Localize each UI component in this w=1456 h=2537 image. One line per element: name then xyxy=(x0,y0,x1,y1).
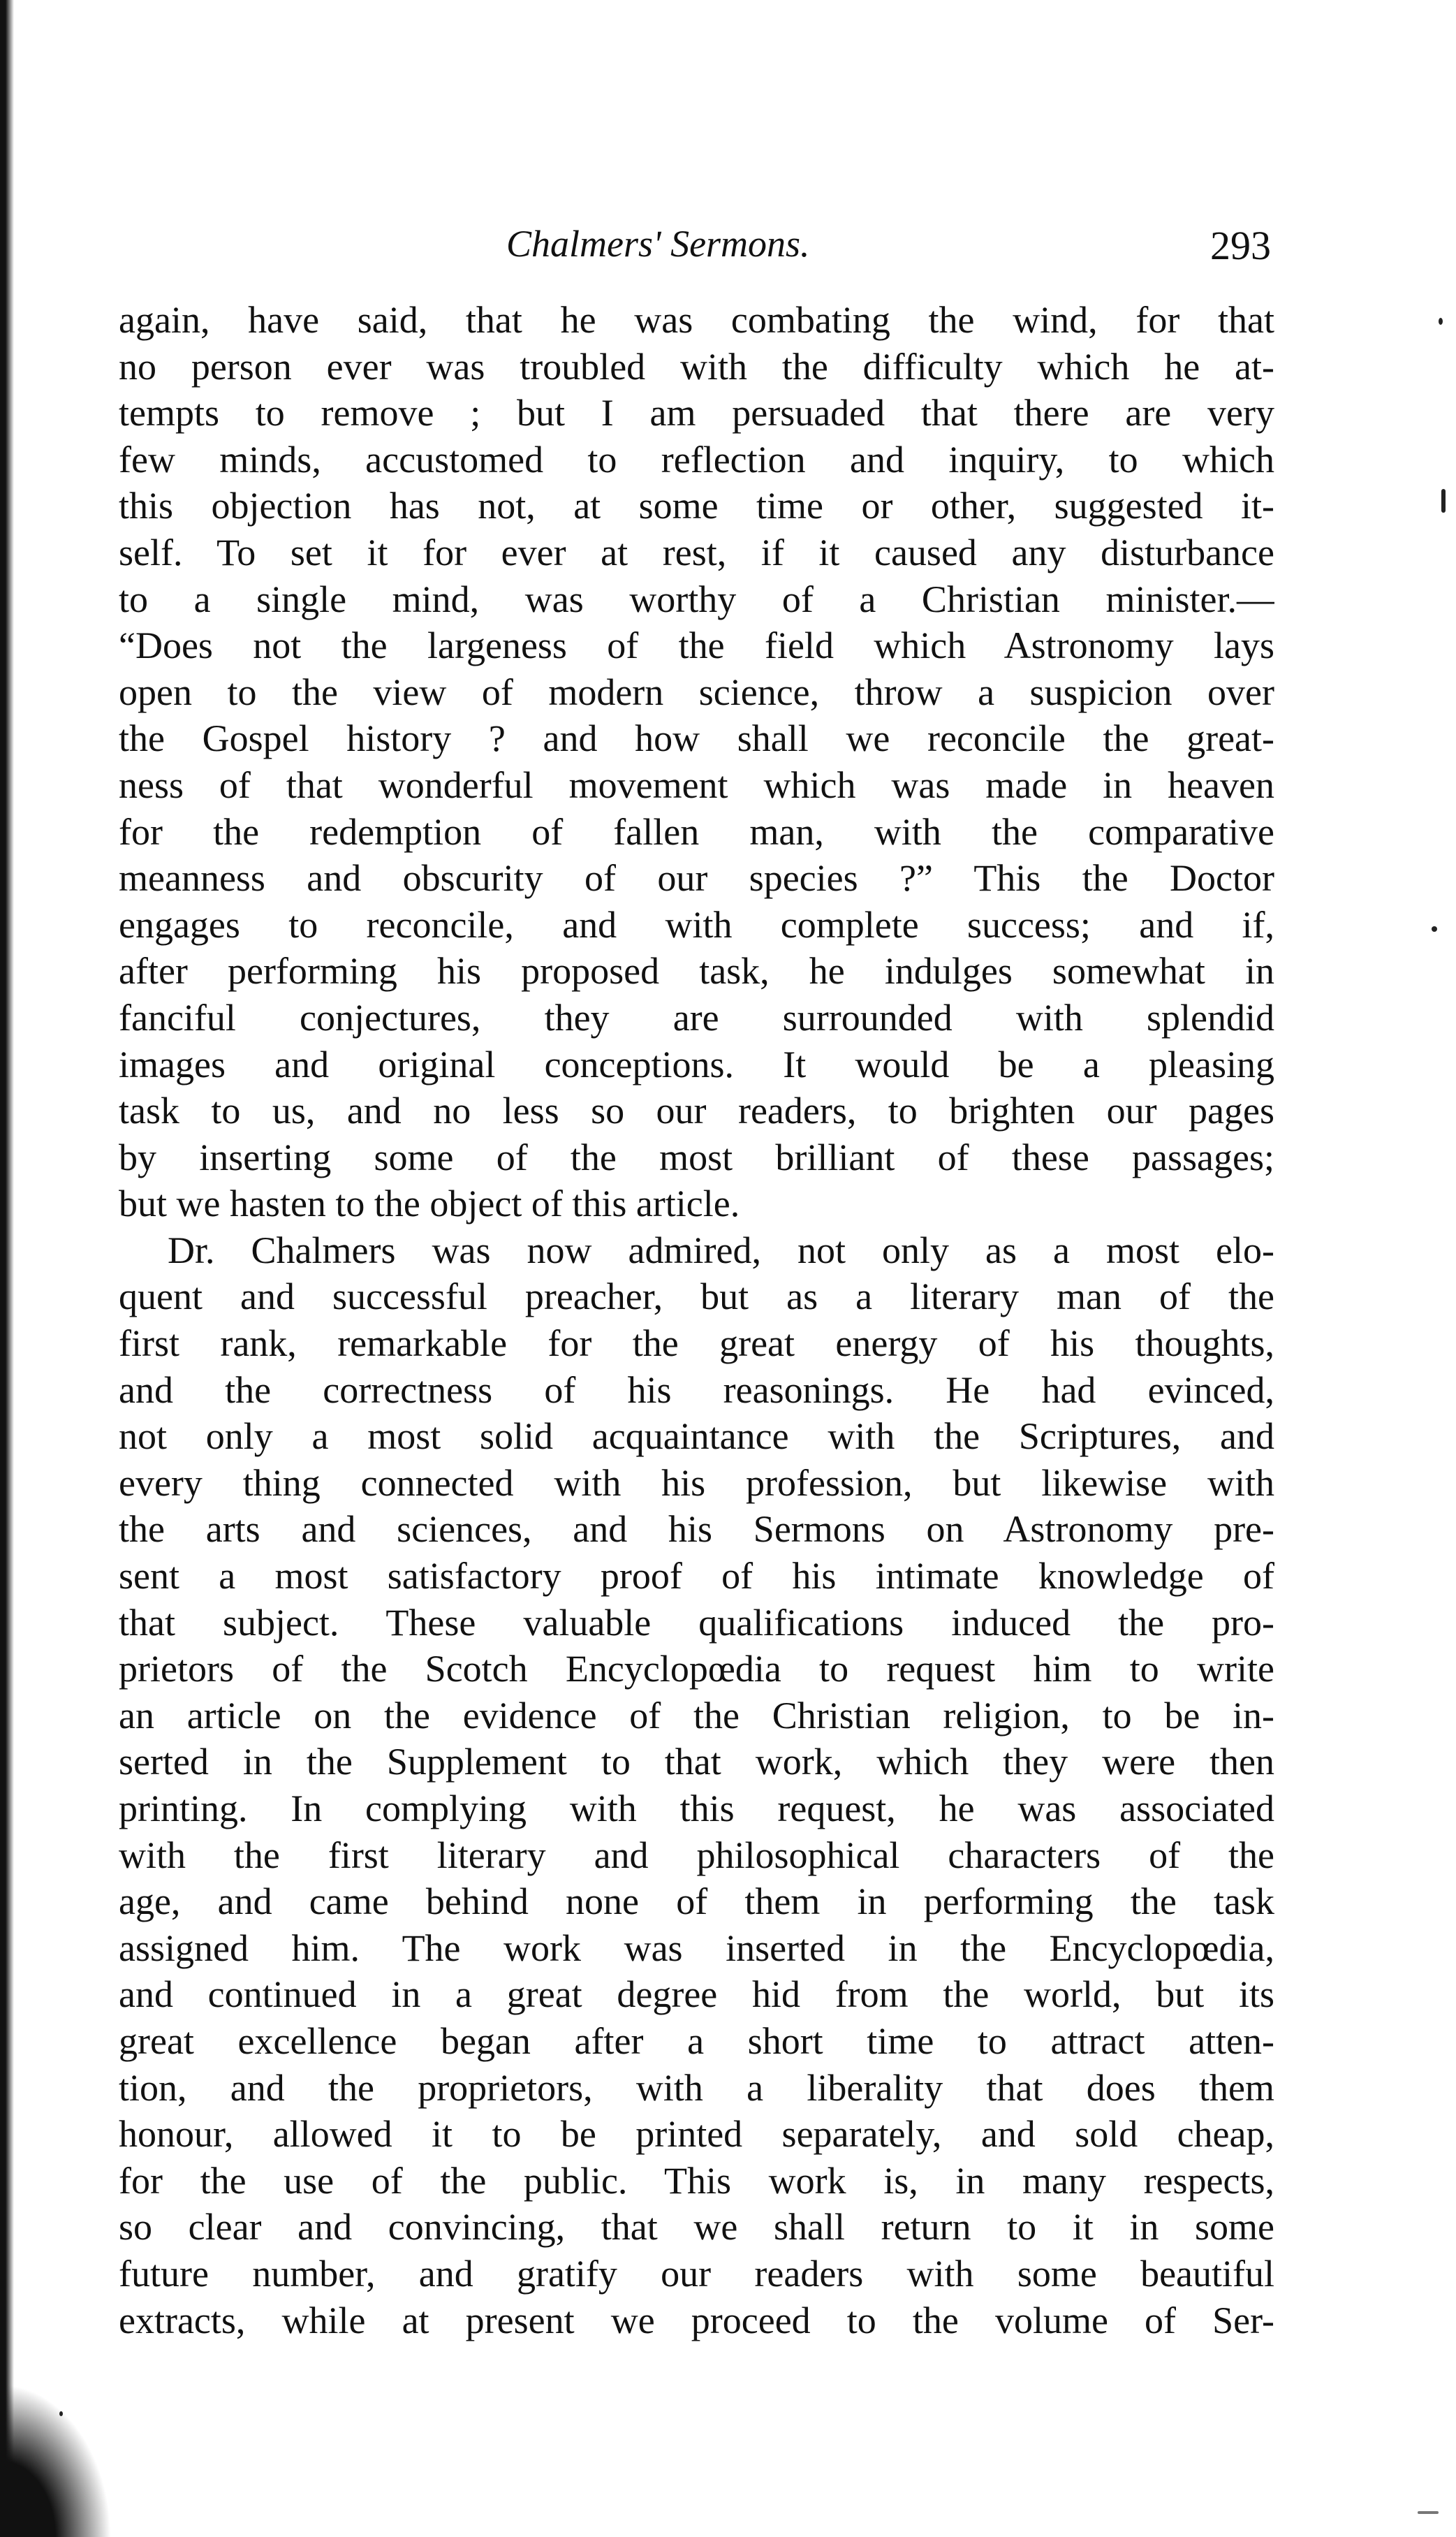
text-line: extracts, while at present we proceed to the volume of Ser- xyxy=(119,2299,1274,2341)
text-line: serted in the Supplement to that work, which they were then xyxy=(119,1741,1274,1783)
text-line: great excellence began after a short time to attract atten- xyxy=(119,2019,1274,2062)
page-number: 293 xyxy=(1210,223,1271,268)
text-line: printing. In complying with this request, he was associated xyxy=(119,1787,1274,1829)
text-line: prietors of the Scotch Encyclopœdia to request him to write xyxy=(119,1648,1274,1690)
text-line: images and original conceptions. It would be a pleasing xyxy=(119,1043,1274,1085)
ink-speck xyxy=(1432,926,1437,932)
text-line: first rank, remarkable for the great energy of his thoughts, xyxy=(119,1322,1274,1365)
text-line: ness of that wonderful movement which was made in heaven xyxy=(119,763,1274,806)
ink-speck xyxy=(1418,2511,1439,2514)
text-line: Dr. Chalmers was now admired, not only as a most elo- xyxy=(168,1229,1274,1271)
text-line: not only a most solid acquaintance with the Scriptures, and xyxy=(119,1415,1274,1458)
text-line: fanciful conjectures, they are surrounded with splendid xyxy=(119,996,1274,1039)
text-line: for the use of the public. This work is, in many respects, xyxy=(119,2159,1274,2202)
text-line: quent and successful preacher, but as a literary man of the xyxy=(119,1275,1274,1318)
text-line: this objection has not, at some time or other, suggested it- xyxy=(119,485,1274,527)
text-line: an article on the evidence of the Christian religion, to be in- xyxy=(119,1694,1274,1737)
text-line: “Does not the largeness of the field which Astronomy lays xyxy=(119,624,1274,667)
text-line: after performing his proposed task, he indulges somewhat in xyxy=(119,950,1274,993)
text-line: tion, and the proprietors, with a liberality that does them xyxy=(119,2066,1274,2109)
ink-speck xyxy=(1441,489,1446,513)
text-line: and continued in a great degree hid from the world, but its xyxy=(119,1973,1274,2016)
text-line: and the correctness of his reasonings. He had evinced, xyxy=(119,1368,1274,1411)
text-line: task to us, and no less so our readers, to brighten our pages xyxy=(119,1090,1274,1132)
text-line: no person ever was troubled with the difficulty which he at- xyxy=(119,345,1274,388)
text-line: to a single mind, was worthy of a Christian minister.— xyxy=(119,578,1274,620)
ink-speck xyxy=(1439,318,1443,325)
text-line: every thing connected with his profession, but likewise with xyxy=(119,1461,1274,1504)
text-line: self. To set it for ever at rest, if it caused any disturbance xyxy=(119,531,1274,573)
binding-edge xyxy=(0,0,14,2537)
text-line: assigned him. The work was inserted in the Encyclopœdia, xyxy=(119,1926,1274,1969)
body-text xyxy=(119,297,1274,2344)
text-line: engages to reconcile, and with complete success; and if, xyxy=(119,903,1274,946)
text-line: few minds, accustomed to reflection and inquiry, to which xyxy=(119,438,1274,481)
running-title: Chalmers' Sermons. xyxy=(506,223,810,265)
text-line: the Gospel history ? and how shall we reconcile the great- xyxy=(119,717,1274,760)
text-line: for the redemption of fallen man, with the comparative xyxy=(119,810,1274,853)
text-line: that subject. These valuable qualifications induced the pro- xyxy=(119,1601,1274,1644)
text-line: sent a most satisfactory proof of his intimate knowledge of xyxy=(119,1555,1274,1597)
text-line: honour, allowed it to be printed separately, and sold cheap, xyxy=(119,2113,1274,2156)
text-line: with the first literary and philosophical characters of the xyxy=(119,1834,1274,1876)
page-header xyxy=(119,222,1278,278)
ink-speck xyxy=(59,2411,63,2416)
text-line: future number, and gratify our readers with some beautiful xyxy=(119,2252,1274,2295)
text-line: tempts to remove ; but I am persuaded that there are very xyxy=(119,392,1274,434)
text-line: so clear and convincing, that we shall return to it in some xyxy=(119,2206,1274,2249)
binding-shadow xyxy=(0,2383,112,2537)
text-line: open to the view of modern science, throw a suspicion over xyxy=(119,671,1274,713)
text-line: meanness and obscurity of our species ?” This the Doctor xyxy=(119,857,1274,900)
text-line: but we hasten to the object of this article. xyxy=(119,1183,740,1225)
text-line: by inserting some of the most brilliant of these passages; xyxy=(119,1136,1274,1178)
text-line: age, and came behind none of them in performing the task xyxy=(119,1880,1274,1923)
text-line: the arts and sciences, and his Sermons on Astronomy pre- xyxy=(119,1508,1274,1551)
text-line: again, have said, that he was combating the wind, for that xyxy=(119,299,1274,341)
